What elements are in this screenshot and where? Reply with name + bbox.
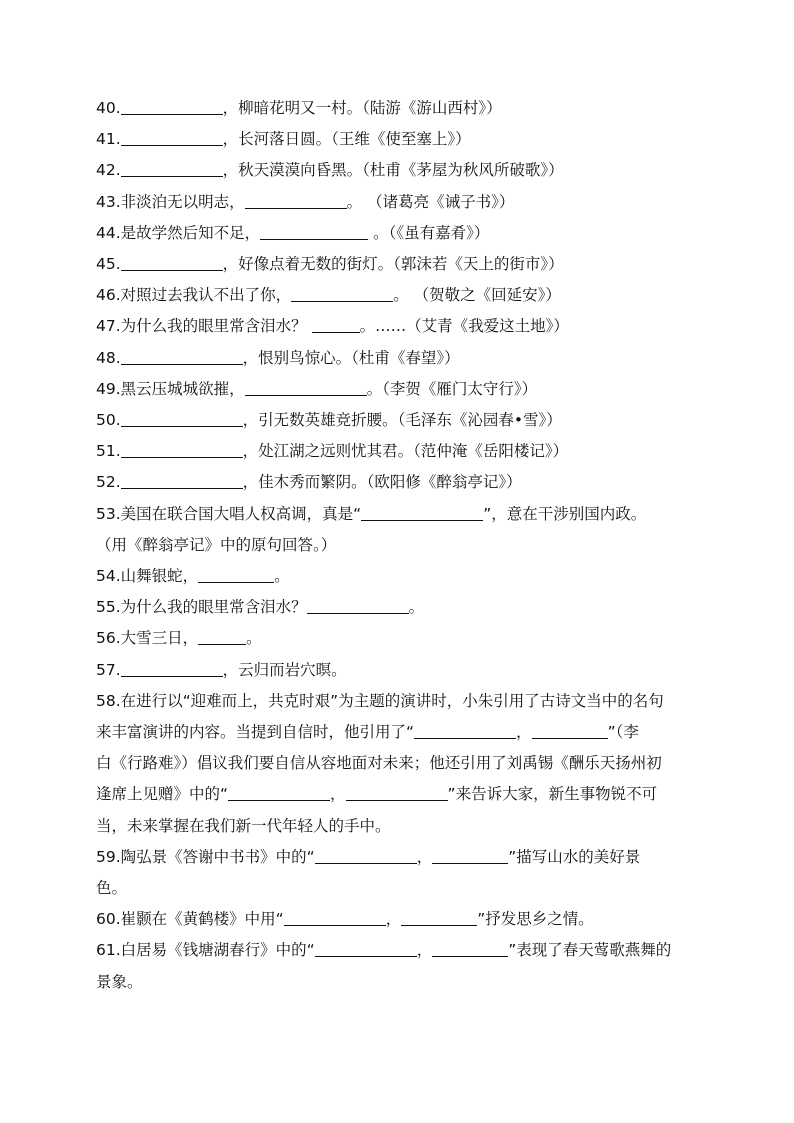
- question-52: 52. ，佳木秀而繁阴。（欧阳修《醉翁亭记》）: [96, 473, 522, 492]
- question-58-line-1: 58.在进行以“迎难而上，共克时艰”为主题的演讲时，小朱引用了古诗文当中的名句: [96, 691, 664, 710]
- answer-blank[interactable]: [315, 955, 417, 957]
- answer-blank[interactable]: [121, 144, 223, 146]
- answer-blank[interactable]: [432, 862, 508, 864]
- question-49: 49.黑云压城城欲摧， 。（李贺《雁门太守行》）: [96, 379, 538, 398]
- question-58-line-5: 当，未来掌握在我们新一代年轻人的手中。: [96, 816, 391, 835]
- question-53: 53.美国在联合国大唱人权高调，真是“ ”，意在干涉别国内政。: [96, 504, 647, 523]
- answer-blank[interactable]: [121, 269, 223, 271]
- question-51: 51. ，处江湖之远则忧其君。（范仲淹《岳阳楼记》）: [96, 442, 569, 461]
- answer-blank[interactable]: [307, 612, 409, 614]
- answer-blank[interactable]: [291, 300, 393, 302]
- question-55: 55.为什么我的眼里常含泪水？ 。: [96, 598, 425, 617]
- question-44: 44.是故学然后知不足， 。（《虽有嘉肴》）: [96, 223, 490, 242]
- question-58-line-4: 逢席上见赠》中的“ ， ”来告诉大家，新生事物锐不可: [96, 785, 658, 804]
- question-54: 54.山舞银蛇， 。: [96, 567, 290, 586]
- question-43: 43.非淡泊无以明志， 。 （诸葛亮《诫子书》）: [96, 192, 515, 211]
- answer-blank[interactable]: [532, 737, 608, 739]
- answer-blank[interactable]: [198, 581, 274, 583]
- question-47: 47.为什么我的眼里常含泪水？ 。……（艾青《我爱这土地》）: [96, 317, 569, 336]
- question-48: 48. ，恨别鸟惊心。（杜甫《春望》）: [96, 348, 460, 367]
- answer-blank[interactable]: [121, 363, 243, 365]
- question-45: 45. ，好像点着无数的街灯。（郭沫若《天上的街市》）: [96, 255, 564, 274]
- answer-blank[interactable]: [401, 924, 477, 926]
- question-46: 46.对照过去我认不出了你， 。 （贺敬之《回延安》）: [96, 286, 561, 305]
- question-60: 60.崔颢在《黄鹤楼》中用“ ， ”抒发思乡之情。: [96, 910, 594, 929]
- answer-blank[interactable]: [121, 675, 223, 677]
- answer-blank[interactable]: [121, 175, 223, 177]
- answer-blank[interactable]: [121, 425, 243, 427]
- question-59-cont: 色。: [96, 879, 128, 898]
- answer-blank[interactable]: [121, 456, 243, 458]
- answer-blank[interactable]: [198, 643, 246, 645]
- answer-blank[interactable]: [312, 331, 360, 333]
- answer-blank[interactable]: [121, 113, 223, 115]
- answer-blank[interactable]: [432, 955, 508, 957]
- answer-blank[interactable]: [260, 238, 368, 240]
- question-50: 50. ，引无数英雄竞折腰。（毛泽东《沁园春•雪》）: [96, 411, 562, 430]
- question-58-line-2: 来丰富演讲的内容。当提到自信时，他引用了“ ， ”（李: [96, 723, 639, 742]
- answer-blank[interactable]: [315, 862, 417, 864]
- answer-blank[interactable]: [361, 519, 483, 521]
- answer-blank[interactable]: [121, 487, 243, 489]
- question-57: 57. ，云归而岩穴暝。: [96, 660, 347, 679]
- answer-blank[interactable]: [414, 737, 516, 739]
- question-61-cont: 景象。: [96, 972, 143, 991]
- question-42: 42. ，秋天漠漠向昏黑。（杜甫《茅屋为秋风所破歌》）: [96, 161, 564, 180]
- question-53-note: （用《醉翁亭记》中的原句回答。）: [96, 535, 337, 554]
- answer-blank[interactable]: [228, 799, 330, 801]
- answer-blank[interactable]: [346, 799, 448, 801]
- question-59: 59.陶弘景《答谢中书书》中的“ ， ”描写山水的美好景: [96, 847, 641, 866]
- question-58-line-3: 白《行路难》）倡议我们要自信从容地面对未来；他还引用了刘禹锡《酬乐天扬州初: [96, 754, 662, 773]
- question-56: 56.大雪三日， 。: [96, 629, 262, 648]
- answer-blank[interactable]: [245, 394, 367, 396]
- question-61: 61.白居易《钱塘湖春行》中的“ ， ”表现了春天莺歌燕舞的: [96, 941, 672, 960]
- answer-blank[interactable]: [284, 924, 386, 926]
- question-list: [96, 93, 706, 998]
- answer-blank[interactable]: [245, 207, 347, 209]
- question-41: 41. ，长河落日圆。（王维《使至塞上》）: [96, 130, 471, 149]
- question-40: 40. ，柳暗花明又一村。（陆游《游山西村》）: [96, 99, 502, 117]
